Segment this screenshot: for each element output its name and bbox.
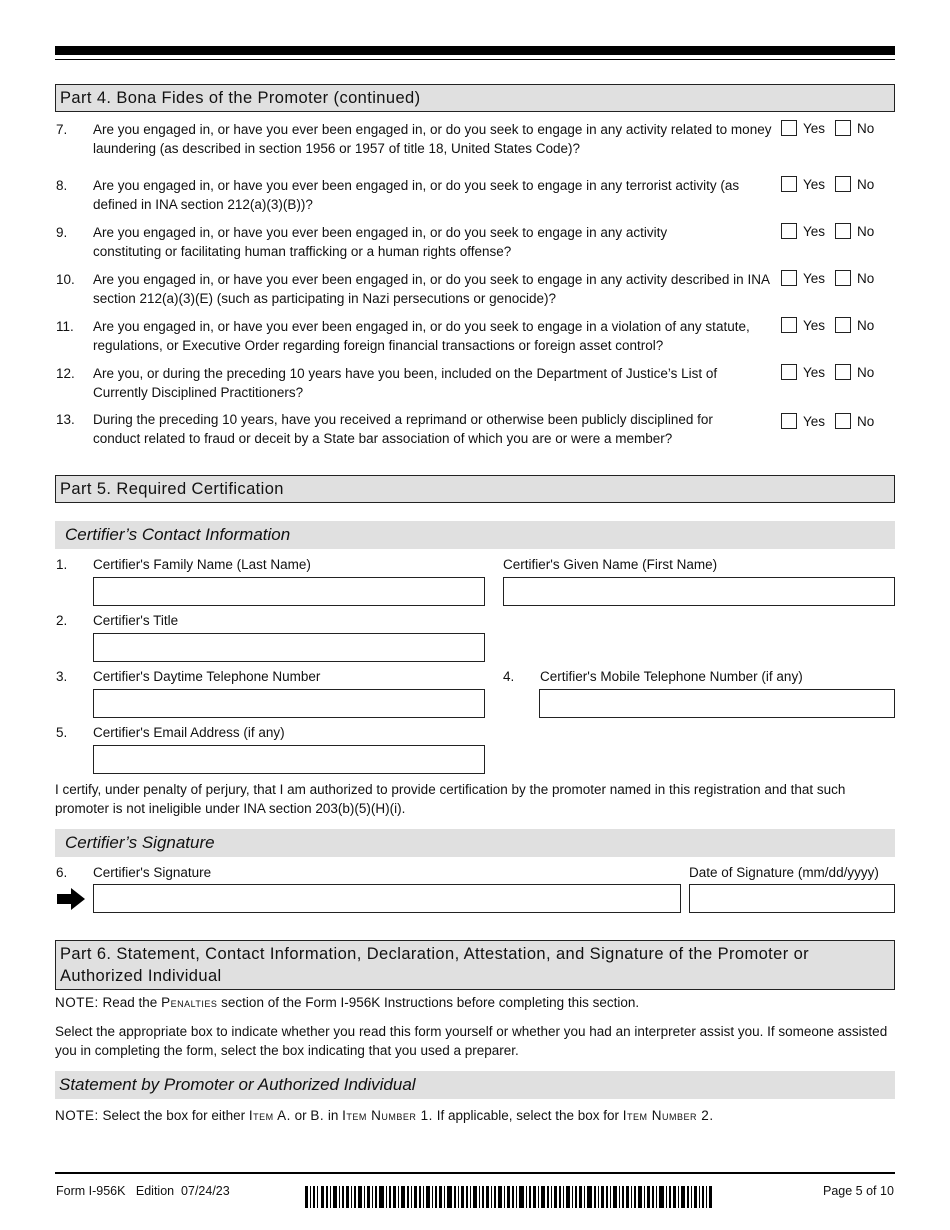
yes-checkbox[interactable] [781,317,797,333]
question-text: Are you engaged in, or have you ever been engaged in, or do you seek to engage in any activity constituting or facilitating human trafficking or a human rights offense? [93,225,668,259]
question-text: Are you engaged in, or have you ever been engaged in, or do you seek to engage in a violation of any statute, regulations, or Executive Order regarding foreign financial transactions or foreign asset control? [93,319,750,353]
note-penalties [55,993,900,1012]
yes-no-group [781,120,901,140]
form-edition: Form I-956K Edition 07/24/23 [56,1184,230,1198]
no-label: No [857,271,875,286]
question-text: Are you engaged in, or have you ever been engaged in, or do you seek to engage in any terrorist activity (as defined in INA section 212(a)(3)(B))? [93,178,740,212]
yes-label: Yes [803,224,826,239]
certification-statement: I certify, under penalty of perjury, that I am authorized to provide certification by the promoter named in this registration and that such promoter is not ineligible under INA section 203(b)(5)(H)(i). [55,782,846,816]
field-number: 4. [503,669,515,684]
yes-no-group [781,270,901,290]
item-reference: Item Number 2 [622,1108,710,1123]
part4-header: Part 4. Bona Fides of the Promoter (continued) [55,84,895,112]
question-number: 12. [56,366,75,381]
signature-date-input[interactable] [689,884,895,913]
no-checkbox[interactable] [835,317,851,333]
yes-label: Yes [803,414,826,429]
note-text: Select the box for either [98,1108,249,1123]
item-reference: Item A. [248,1108,291,1123]
signature-label: Certifier's Signature [93,865,212,880]
title-input[interactable] [93,633,485,662]
yes-checkbox[interactable] [781,176,797,192]
question-text: Are you engaged in, or have you ever been engaged in, or do you seek to engage in any activity related to money laundering (as described in section 1956 or 1957 of title 18, United States Code)? [93,122,772,156]
email-input[interactable] [93,745,485,774]
note-text: If applicable, select the box for [432,1108,623,1123]
question-number: 11. [56,319,74,334]
family-name-input[interactable] [93,577,485,606]
note-text: in [324,1108,343,1123]
note-prefix: NOTE: [55,995,99,1010]
no-checkbox[interactable] [835,176,851,192]
yes-label: Yes [803,318,826,333]
yes-no-group [781,317,901,337]
top-rule-thick [55,46,895,55]
no-checkbox[interactable] [835,223,851,239]
daytime-phone-label: Certifier's Daytime Telephone Number [93,669,321,684]
yes-no-group [781,413,901,433]
note-select-box [55,1106,900,1125]
no-checkbox[interactable] [835,364,851,380]
yes-label: Yes [803,121,826,136]
penalties-term: Penalties [161,995,218,1010]
no-checkbox[interactable] [835,120,851,136]
mobile-phone-input[interactable] [539,689,895,718]
question-number: 10. [56,272,75,287]
question-number: 8. [56,178,68,193]
signature-input[interactable] [93,884,681,913]
family-name-label: Certifier's Family Name (Last Name) [93,557,311,572]
yes-checkbox[interactable] [781,120,797,136]
right-arrow-icon [56,887,86,911]
no-label: No [857,224,875,239]
question-number: 13. [56,412,75,427]
no-label: No [857,414,875,429]
no-label: No [857,318,875,333]
yes-no-group [781,223,901,243]
date-label: Date of Signature (mm/dd/yyyy) [689,865,879,880]
footer-rule [55,1172,895,1174]
select-instructions: Select the appropriate box to indicate whether you read this form yourself or whether you had an interpreter assist you. If someone assisted you in completing the form, select the box indicating that you used a preparer. [55,1024,888,1058]
question-text: Are you engaged in, or have you ever been engaged in, or do you seek to engage in any activity described in INA section 212(a)(3)(E) (such as participating in Nazi persecutions or genocide)? [93,272,770,306]
yes-label: Yes [803,177,826,192]
part5-header: Part 5. Required Certification [55,475,895,503]
title-label: Certifier's Title [93,613,179,628]
contact-info-header: Certifier’s Contact Information [55,521,895,549]
page-number: Page 5 of 10 [823,1184,894,1198]
field-number: 1. [56,557,68,572]
statement-header: Statement by Promoter or Authorized Individual [55,1071,895,1099]
question-number: 9. [56,225,68,240]
question-number: 7. [56,122,68,137]
no-label: No [857,121,875,136]
top-rule-thin [55,59,895,60]
note-text: . [709,1108,714,1123]
signature-header: Certifier’s Signature [55,829,895,857]
yes-checkbox[interactable] [781,223,797,239]
yes-label: Yes [803,271,826,286]
no-checkbox[interactable] [835,270,851,286]
yes-checkbox[interactable] [781,413,797,429]
daytime-phone-input[interactable] [93,689,485,718]
field-number: 3. [56,669,68,684]
question-text: Are you, or during the preceding 10 years have you been, included on the Department of Justice’s List of Currently Disciplined Practitioners? [93,366,718,400]
no-label: No [857,365,875,380]
no-label: No [857,177,875,192]
yes-checkbox[interactable] [781,364,797,380]
barcode-icon [305,1186,713,1208]
no-checkbox[interactable] [835,413,851,429]
item-reference: Item Number 1. [342,1108,433,1123]
question-text: During the preceding 10 years, have you received a reprimand or otherwise been publicly disciplined for conduct related to fraud or deceit by a State bar association of which you are or were a member? [93,412,713,446]
email-label: Certifier's Email Address (if any) [93,725,285,740]
yes-no-group [781,176,901,196]
note-text: or [290,1108,311,1123]
mobile-phone-label: Certifier's Mobile Telephone Number (if any) [540,669,803,684]
yes-no-group [781,364,901,384]
note-text: section of the Form I-956K Instructions before completing this section. [217,995,640,1010]
yes-label: Yes [803,365,826,380]
field-number: 2. [56,613,68,628]
yes-checkbox[interactable] [781,270,797,286]
field-number: 6. [56,865,68,880]
field-number: 5. [56,725,68,740]
given-name-label: Certifier's Given Name (First Name) [503,557,718,572]
part6-header: Part 6. Statement, Contact Information, Declaration, Attestation, and Signature of the Promoter or Authorized Individual [55,940,895,990]
note-text: Read the [98,995,162,1010]
item-reference: B. [310,1108,325,1123]
given-name-input[interactable] [503,577,895,606]
note-prefix: NOTE: [55,1108,99,1123]
